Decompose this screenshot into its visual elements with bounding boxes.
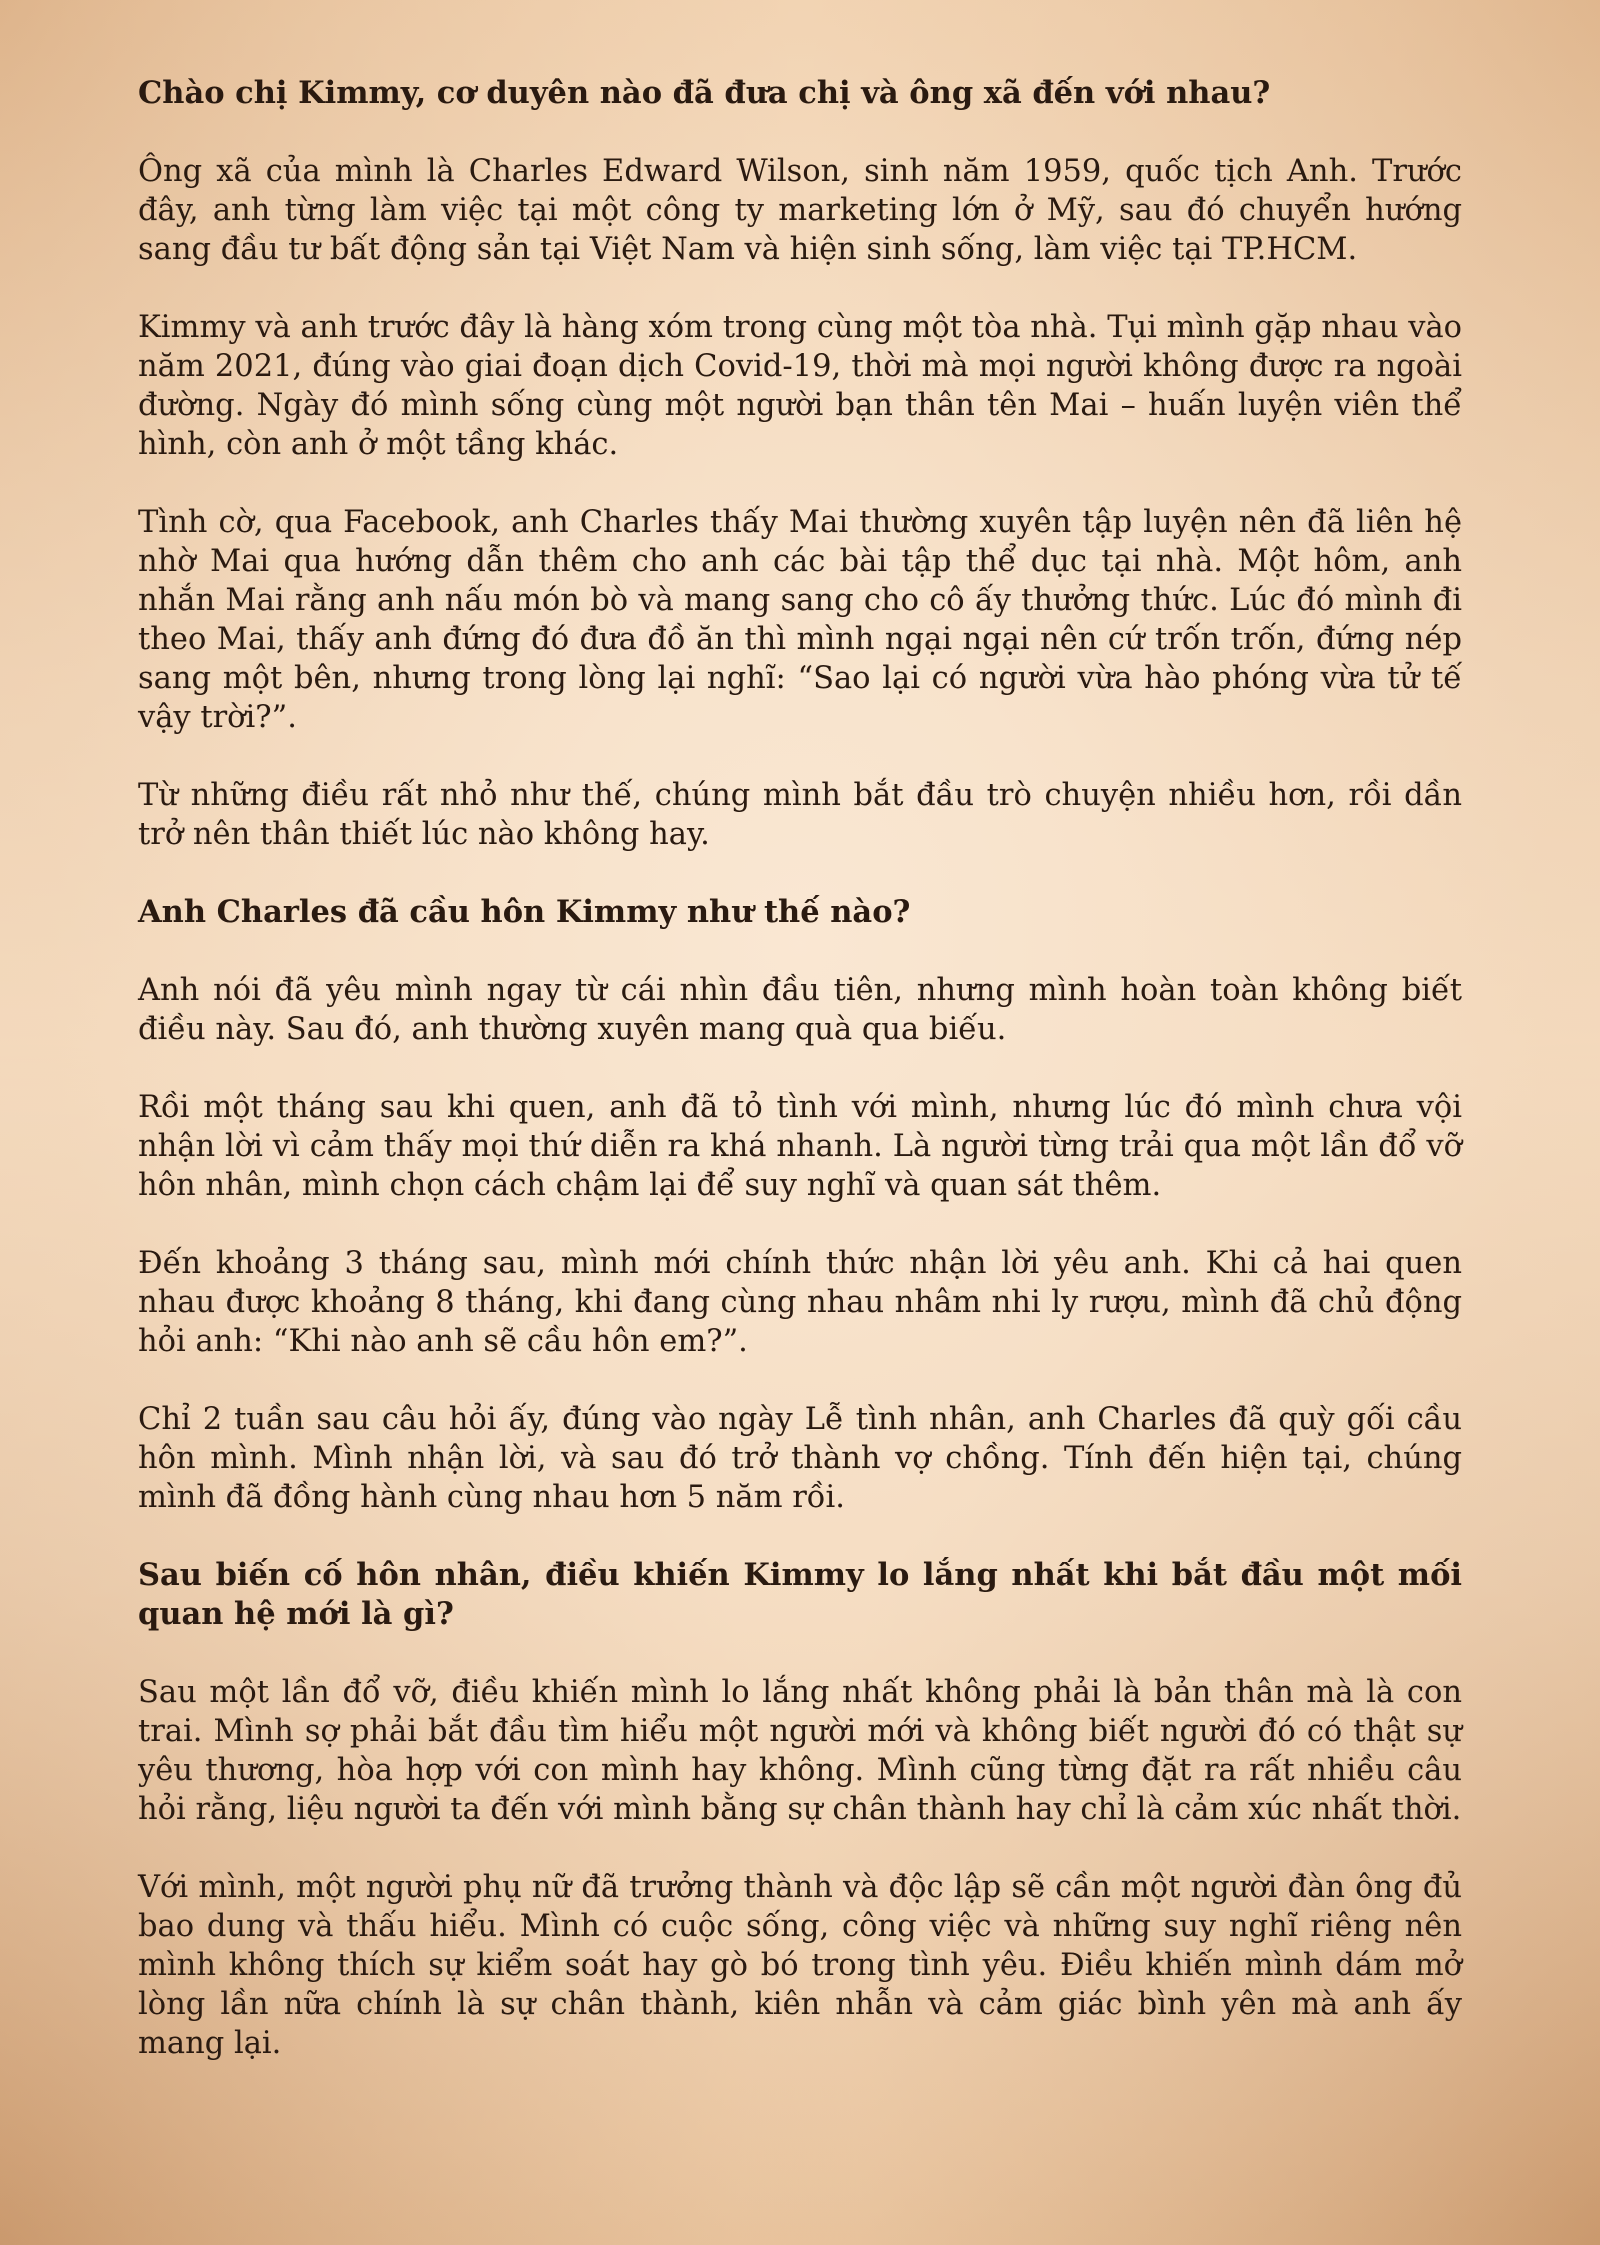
- interview-answer: Rồi một tháng sau khi quen, anh đã tỏ tình với mình, nhưng lúc đó mình chưa vội nhận lời vì cảm thấy mọi thứ diễn ra khá nhanh. Là người từng trải qua một lần đổ vỡ hôn nhân, mình chọn cách chậm lại để suy nghĩ và quan sát thêm.: [138, 1090, 1462, 1203]
- interview-answer: Kimmy và anh trước đây là hàng xóm trong cùng một tòa nhà. Tụi mình gặp nhau vào năm 2021, đúng vào giai đoạn dịch Covid-19, thời mà mọi người không được ra ngoài đường. Ngày đó mình sống cùng một người bạn thân tên Mai – huấn luyện viên thể hình, còn anh ở một tầng khác.: [138, 310, 1462, 462]
- interview-answer: Sau một lần đổ vỡ, điều khiến mình lo lắng nhất không phải là bản thân mà là con trai. Mình sợ phải bắt đầu tìm hiểu một người mới và không biết người đó có thật sự yêu thương, hòa hợp với con mình hay không. Mình cũng từng đặt ra rất nhiều câu hỏi rằng, liệu người ta đến với mình bằng sự chân thành hay chỉ là cảm xúc nhất thời.: [138, 1675, 1462, 1827]
- interview-answer: Ông xã của mình là Charles Edward Wilson, sinh năm 1959, quốc tịch Anh. Trước đây, anh từng làm việc tại một công ty marketing lớn ở Mỹ, sau đó chuyển hướng sang đầu tư bất động sản tại Việt Nam và hiện sinh sống, làm việc tại TP.HCM.: [138, 154, 1462, 267]
- interview-question: Sau biến cố hôn nhân, điều khiến Kimmy lo lắng nhất khi bắt đầu một mối quan hệ mới là gì?: [138, 1557, 1462, 1632]
- interview-article: [138, 74, 1462, 2102]
- interview-answer: Anh nói đã yêu mình ngay từ cái nhìn đầu tiên, nhưng mình hoàn toàn không biết điều này. Sau đó, anh thường xuyên mang quà qua biếu.: [138, 973, 1462, 1047]
- interview-answer: Tình cờ, qua Facebook, anh Charles thấy Mai thường xuyên tập luyện nên đã liên hệ nhờ Mai qua hướng dẫn thêm cho anh các bài tập thể dục tại nhà. Một hôm, anh nhắn Mai rằng anh nấu món bò và mang sang cho cô ấy thưởng thức. Lúc đó mình đi theo Mai, thấy anh đứng đó đưa đồ ăn thì mình ngại ngại nên cứ trốn trốn, đứng nép sang một bên, nhưng trong lòng lại nghĩ: “Sao lại có người vừa hào phóng vừa tử tế vậy trời?”.: [138, 505, 1462, 735]
- interview-answer: Chỉ 2 tuần sau câu hỏi ấy, đúng vào ngày Lễ tình nhân, anh Charles đã quỳ gối cầu hôn mình. Mình nhận lời, và sau đó trở thành vợ chồng. Tính đến hiện tại, chúng mình đã đồng hành cùng nhau hơn 5 năm rồi.: [138, 1402, 1462, 1515]
- interview-answer: Từ những điều rất nhỏ như thế, chúng mình bắt đầu trò chuyện nhiều hơn, rồi dần trở nên thân thiết lúc nào không hay.: [138, 778, 1462, 852]
- interview-question: Anh Charles đã cầu hôn Kimmy như thế nào?: [138, 894, 911, 930]
- interview-answer: Với mình, một người phụ nữ đã trưởng thành và độc lập sẽ cần một người đàn ông đủ bao dung và thấu hiểu. Mình có cuộc sống, công việc và những suy nghĩ riêng nên mình không thích sự kiểm soát hay gò bó trong tình yêu. Điều khiến mình dám mở lòng lần nữa chính là sự chân thành, kiên nhẫn và cảm giác bình yên mà anh ấy mang lại.: [138, 1870, 1462, 2061]
- interview-question: Chào chị Kimmy, cơ duyên nào đã đưa chị và ông xã đến với nhau?: [138, 75, 1271, 111]
- interview-answer: Đến khoảng 3 tháng sau, mình mới chính thức nhận lời yêu anh. Khi cả hai quen nhau được khoảng 8 tháng, khi đang cùng nhau nhâm nhi ly rượu, mình đã chủ động hỏi anh: “Khi nào anh sẽ cầu hôn em?”.: [138, 1246, 1462, 1359]
